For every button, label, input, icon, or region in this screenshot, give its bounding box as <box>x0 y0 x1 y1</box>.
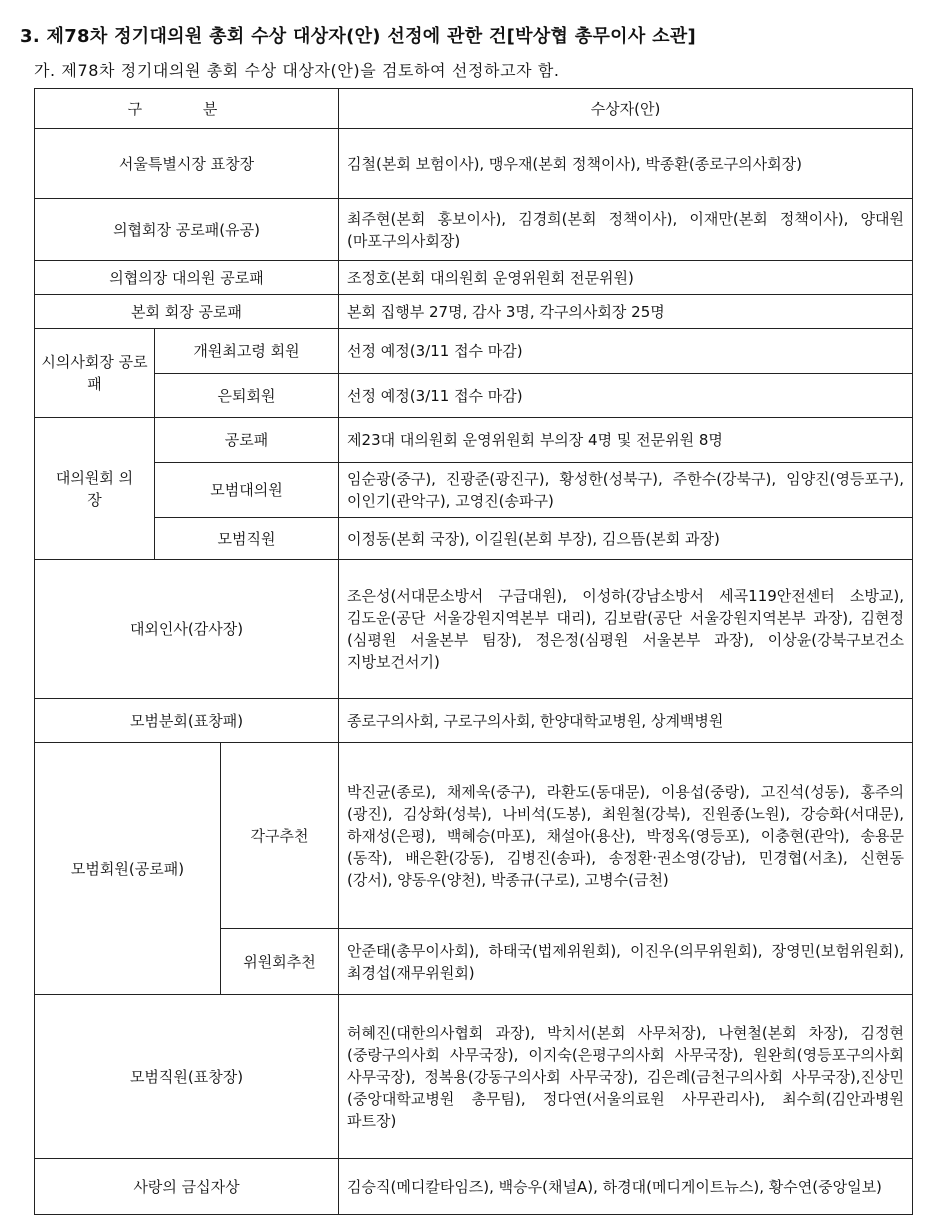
award-candidates-table <box>34 88 913 1215</box>
sub-label: 모범직원 <box>155 518 339 560</box>
table-row <box>35 129 913 199</box>
row-value: 선정 예정(3/11 접수 마감) <box>339 374 913 418</box>
table-row <box>35 261 913 295</box>
sub-label: 은퇴회원 <box>155 374 339 418</box>
sub-label: 공로패 <box>155 418 339 463</box>
table-row <box>35 199 913 261</box>
row-label: 의협의장 대의원 공로패 <box>35 261 339 295</box>
table-row <box>35 1159 913 1215</box>
row-value: 최주현(본회 홍보이사), 김경희(본회 정책이사), 이재만(본회 정책이사), 양대원(마포구의사회장) <box>339 199 913 261</box>
header-category-cell <box>35 89 339 129</box>
sub-label: 위원회추천 <box>221 929 339 995</box>
row-label: 서울특별시장 표창장 <box>35 129 339 199</box>
row-value: 본회 집행부 27명, 감사 3명, 각구의사회장 25명 <box>339 295 913 329</box>
row-value: 허혜진(대한의사협회 과장), 박치서(본회 사무처장), 나현철(본회 차장), 김정현(중랑구의사회 사무국장), 이지숙(은평구의사회 사무국장), 원완희(영등포구의사회 사무국장), 정복용(강동구의사회 사무국장), 김은례(금천구의사회 사무국장),진상민(중앙대학교병원 총무팀), 정다연(서울의료원 사무관리사), 최수희(김안과병원 파트장) <box>339 995 913 1159</box>
row-value: 조은성(서대문소방서 구급대원), 이성하(강남소방서 세곡119안전센터 소방교), 김도운(공단 서울강원지역본부 대리), 김보람(공단 서울강원지역본부 과장), 김현정(심평원 서울본부 팀장), 정은정(심평원 서울본부 과장), 이상윤(강북구보건소 지방보건서기) <box>339 560 913 699</box>
row-value: 임순광(중구), 진광준(광진구), 황성한(성북구), 주한수(강북구), 임양진(영등포구), 이인기(관악구), 고영진(송파구) <box>339 463 913 518</box>
row-value: 안준태(총무이사회), 하태국(법제위원회), 이진우(의무위원회), 장영민(보험위원회), 최경섭(재무위원회) <box>339 929 913 995</box>
table-row <box>35 329 913 374</box>
agenda-subheading: 가. 제78차 정기대의원 총회 수상 대상자(안)을 검토하여 선정하고자 함. <box>34 61 560 80</box>
group-label: 시의사회장 공로패 <box>35 329 155 418</box>
sub-label: 모범대의원 <box>155 463 339 518</box>
table-row <box>35 374 913 418</box>
sub-label: 개원최고령 회원 <box>155 329 339 374</box>
table-header-row <box>35 89 913 129</box>
row-value: 이정동(본회 국장), 이길원(본회 부장), 김으뜸(본회 과장) <box>339 518 913 560</box>
table-row <box>35 418 913 463</box>
row-value: 김승직(메디칼타임즈), 백승우(채널A), 하경대(메디게이트뉴스), 황수연(중앙일보) <box>339 1159 913 1215</box>
row-label: 사랑의 금십자상 <box>35 1159 339 1215</box>
row-value: 박진균(종로), 채제욱(중구), 라환도(동대문), 이용섭(중랑), 고진석(성동), 홍주의(광진), 김상화(성북), 나비석(도봉), 최원철(강북), 진원종(노원), 강승화(서대문), 하재성(은평), 백혜승(마포), 채설아(용산), 박정옥(영등포), 이충현(관악), 송용문(동작), 배은환(강동), 김병진(송파), 송정환·권소영(강남), 민경협(서초), 신현동(강서), 양동우(양천), 박종규(구로), 고병수(금천) <box>339 743 913 929</box>
table-row <box>35 699 913 743</box>
table-row <box>35 995 913 1159</box>
group-label: 모범회원(공로패) <box>35 743 221 995</box>
row-label: 의협회장 공로패(유공) <box>35 199 339 261</box>
row-value: 제23대 대의원회 운영위원회 부의장 4명 및 전문위원 8명 <box>339 418 913 463</box>
row-label: 모범분회(표창패) <box>35 699 339 743</box>
row-label: 모범직원(표창장) <box>35 995 339 1159</box>
row-value: 선정 예정(3/11 접수 마감) <box>339 329 913 374</box>
row-value: 김철(본회 보험이사), 맹우재(본회 정책이사), 박종환(종로구의사회장) <box>339 129 913 199</box>
agenda-heading: 3. 제78차 정기대의원 총회 수상 대상자(안) 선정에 관한 건[박상협 총무이사 소관] <box>20 26 697 47</box>
table-row <box>35 463 913 518</box>
sub-label: 각구추천 <box>221 743 339 929</box>
row-label: 본회 회장 공로패 <box>35 295 339 329</box>
row-value: 조정호(본회 대의원회 운영위원회 전문위원) <box>339 261 913 295</box>
table-row <box>35 743 913 929</box>
header-awardees-cell: 수상자(안) <box>339 89 913 129</box>
header-category-label: 구 분 <box>127 99 246 118</box>
table-row <box>35 295 913 329</box>
group-label: 대의원회 의장 <box>35 418 155 560</box>
row-value: 종로구의사회, 구로구의사회, 한양대학교병원, 상계백병원 <box>339 699 913 743</box>
row-label: 대외인사(감사장) <box>35 560 339 699</box>
table-row <box>35 518 913 560</box>
table-row <box>35 560 913 699</box>
